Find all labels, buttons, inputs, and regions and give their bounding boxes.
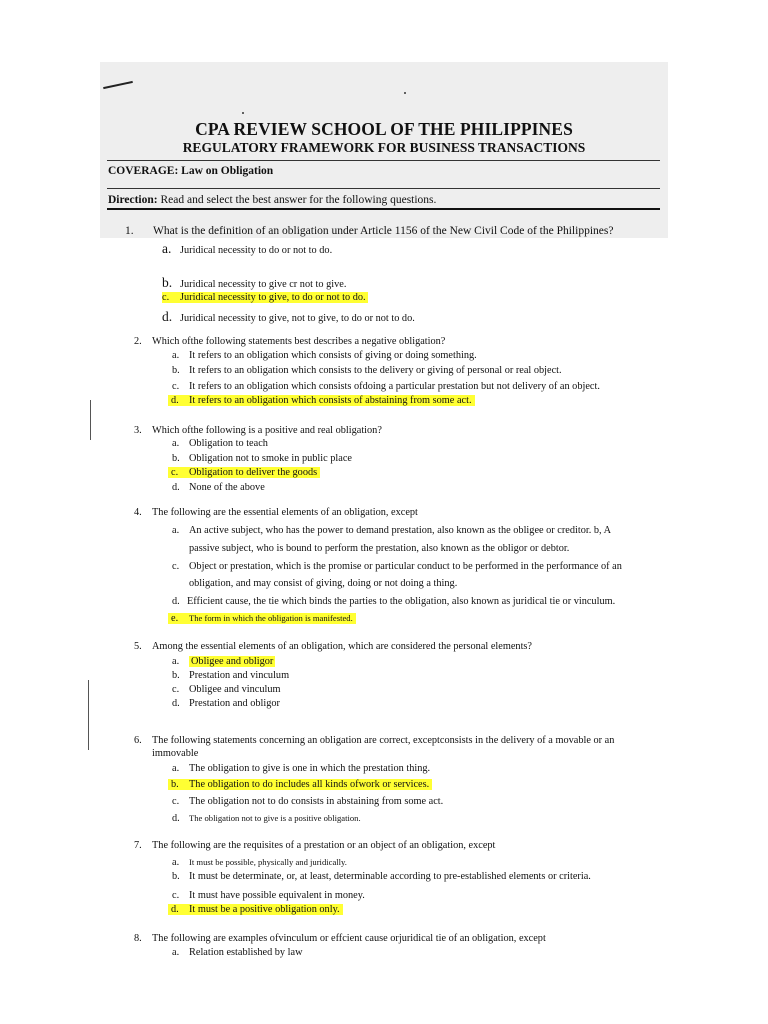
question-1 [125, 225, 613, 237]
choice-2c: c. It refers to an obligation which consists ofdoing a particular prestation but not delivery of an object. [172, 381, 600, 392]
question-2: 2. Which ofthe following statements best describes a negative obligation? [134, 336, 446, 347]
choice-1d: d. Juridical necessity to give, not to give, to do or not to do. [162, 309, 415, 324]
margin-line [90, 400, 91, 440]
direction-rule [107, 208, 660, 210]
coverage-rule [107, 188, 660, 189]
choice-4c: c. Object or prestation, which is the promise or particular conduct to be performed in the performance of an [172, 561, 622, 572]
question-3: 3. Which ofthe following is a positive and real obligation? [134, 425, 382, 436]
question-5: 5. Among the essential elements of an obligation, which are considered the personal elements? [134, 641, 533, 652]
direction-label: Direction: [108, 194, 158, 206]
choice-1c-answer: c. Juridical necessity to give, to do or not to do. [162, 292, 366, 303]
choice-2b: b. It refers to an obligation which consists to the delivery or giving of personal or real object. [172, 365, 562, 376]
choice-7d-answer: d. It must be a positive obligation only. [168, 904, 343, 915]
choice-4e-answer: e. The form in which the obligation is manifested. [168, 613, 356, 624]
coverage-label: COVERAGE: [108, 165, 179, 177]
choice-3d: d. None of the above [172, 482, 265, 493]
choice-4b: passive subject, who is bound to perform the prestation, also known as the obligor or debtor. [189, 543, 570, 554]
coverage-value: Law on Obligation [181, 165, 274, 177]
choice-1a: a. Juridical necessity to do or not to do. [162, 241, 333, 256]
choice-7a: a. It must be possible, physically and juridically. [172, 857, 347, 868]
question-4: 4. The following are the essential elements of an obligation, except [134, 507, 418, 518]
scan-speck [242, 112, 244, 114]
choice-3c-answer: c. Obligation to deliver the goods [168, 467, 320, 478]
choice-3a: a. Obligation to teach [172, 438, 268, 449]
choice-7b: b. It must be determinate, or, at least, determinable according to pre-established elements or criteria. [172, 871, 591, 882]
choice-5d: d. Prestation and obligor [172, 698, 280, 709]
direction-text: Read and select the best answer for the following questions. [160, 194, 437, 206]
margin-line [88, 680, 89, 750]
choice-4d: d. Efficient cause, the tie which binds the parties to the obligation, also known as juridical tie or vinculum. [172, 596, 616, 607]
choice-3b: b. Obligation not to smoke in public place [172, 453, 353, 464]
choice-2a: a. It refers to an obligation which consists of giving or doing something. [172, 350, 477, 361]
choice-6a: a. The obligation to give is one in which the prestation thing. [172, 763, 431, 774]
choice-6d: d. The obligation not to give is a positive obligation. [172, 813, 361, 824]
choice-4a: a. An active subject, who has the power to demand prestation, also known as the obligee or creditor. b, A [172, 525, 612, 536]
question-text: What is the definition of an obligation under Article 1156 of the New Civil Code of the Philippines? [153, 225, 614, 237]
question-6: 6. The following statements concerning an obligation are correct, exceptconsists in the delivery of a movable or an [134, 735, 615, 746]
scan-speck [404, 92, 406, 94]
choice-5c: c. Obligee and vinculum [172, 684, 281, 695]
choice-4c-cont: obligation, and may consist of giving, doing or not doing a thing. [189, 578, 458, 589]
choice-6b-answer: b. The obligation to do includes all kinds ofwork or services. [168, 779, 432, 790]
direction-line [108, 194, 436, 206]
question-6-cont: immovable [152, 748, 199, 759]
coverage-line [108, 165, 273, 177]
choice-5a: a. Obligee and obligor [172, 656, 274, 667]
question-7: 7. The following are the requisites of a prestation or an object of an obligation, except [134, 840, 496, 851]
choice-5b: b. Prestation and vinculum [172, 670, 290, 681]
choice-1b: b. Juridical necessity to give cr not to give. [162, 275, 347, 290]
question-8: 8. The following are examples ofvinculum or effcient cause orjuridical tie of an obligation, except [134, 933, 546, 944]
choice-7c: c. It must have possible equivalent in money. [172, 890, 365, 901]
question-number: 1. [125, 225, 134, 237]
school-title: CPA REVIEW SCHOOL OF THE PHILIPPINES [195, 119, 573, 139]
subject-title: REGULATORY FRAMEWORK FOR BUSINESS TRANSACTIONS [182, 140, 586, 155]
choice-2d-answer: d. It refers to an obligation which consists of abstaining from some act. [168, 395, 475, 406]
choice-6c: c. The obligation not to do consists in abstaining from some act. [172, 796, 444, 807]
header-rule [107, 160, 660, 161]
choice-8a: a. Relation established by law [172, 947, 303, 958]
